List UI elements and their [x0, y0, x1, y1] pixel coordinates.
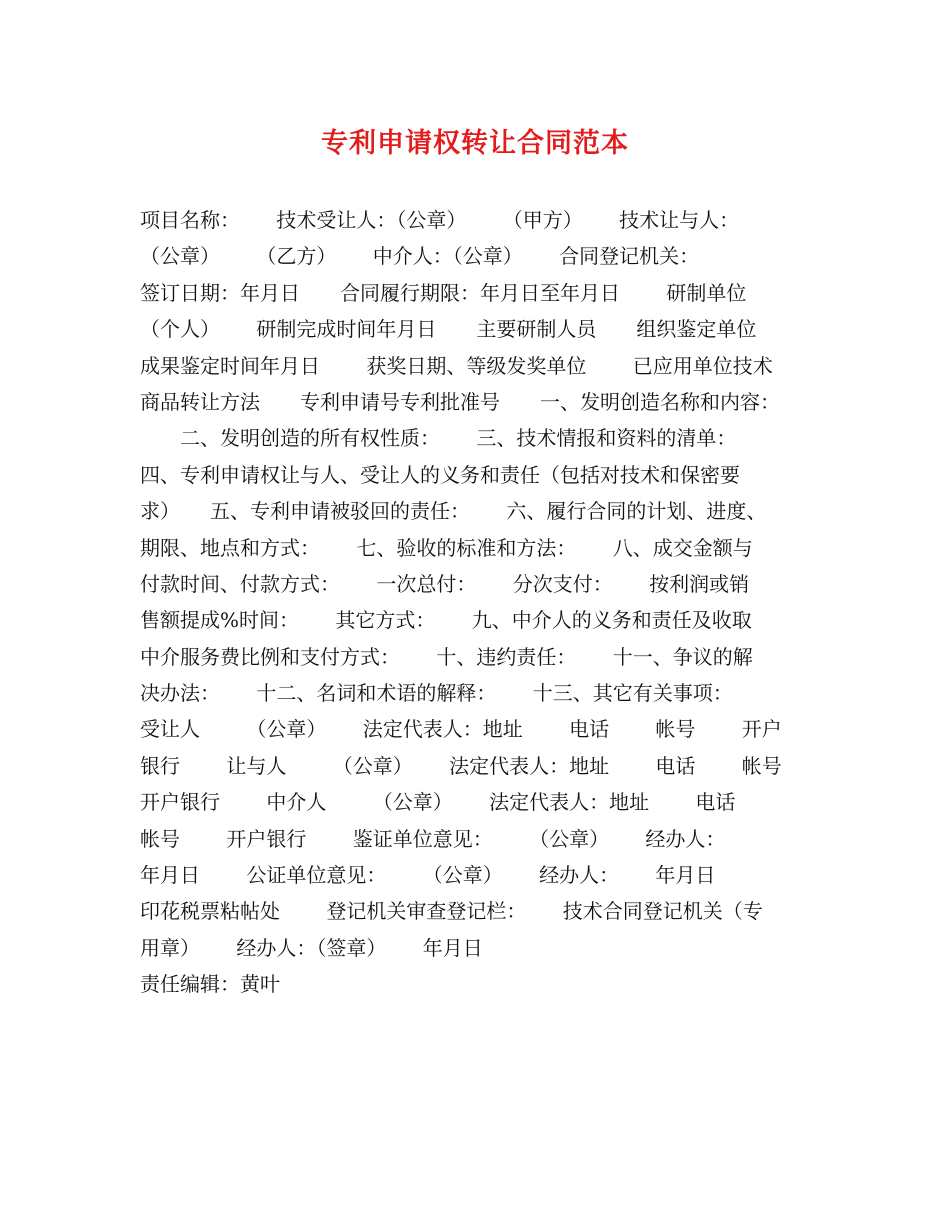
- body-line-13: 中介服务费比例和支付方式： 十、违约责任： 十一、争议的解: [140, 644, 753, 669]
- body-line-3: 签订日期：年月日 合同履行期限：年月日至年月日 研制单位: [140, 280, 747, 305]
- body-line-5: 成果鉴定时间年月日 获奖日期、等级发奖单位 已应用单位技术: [140, 353, 773, 378]
- body-line-21: 用章） 经办人：（签章） 年月日: [140, 935, 483, 960]
- responsible-editor-line: 责任编辑：黄叶: [140, 972, 280, 997]
- body-line-10: 期限、地点和方式： 七、验收的标准和方法： 八、成交金额与: [140, 535, 753, 560]
- body-line-4: （个人） 研制完成时间年月日 主要研制人员 组织鉴定单位: [140, 317, 757, 342]
- body-line-15: 受让人 （公章） 法定代表人：地址 电话 帐号 开户: [140, 717, 782, 742]
- body-line-19: 年月日 公证单位意见： （公章） 经办人： 年月日: [140, 863, 716, 888]
- body-line-12: 售额提成%时间： 其它方式： 九、中介人的义务和责任及收取: [140, 608, 752, 633]
- body-line-20: 印花税票粘帖处 登记机关审查登记栏： 技术合同登记机关（专: [140, 899, 763, 924]
- body-line-8: 四、专利申请权让与人、受让人的义务和责任（包括对技术和保密要: [140, 462, 740, 487]
- body-line-11: 付款时间、付款方式： 一次总付： 分次支付： 按利润或销: [140, 571, 750, 596]
- contract-body: [140, 202, 820, 1003]
- body-line-16: 银行 让与人 （公章） 法定代表人：地址 电话 帐号: [140, 753, 782, 778]
- body-line-18: 帐号 开户银行 鉴证单位意见： （公章） 经办人：: [140, 826, 726, 851]
- body-line-7: 二、发明创造的所有权性质： 三、技术情报和资料的清单：: [140, 426, 737, 451]
- document-title: 专利申请权转让合同范本: [321, 128, 629, 159]
- body-line-17: 开户银行 中介人 （公章） 法定代表人：地址 电话: [140, 790, 736, 815]
- body-line-6: 商品转让方法 专利申请号专利批准号 一、发明创造名称和内容：: [140, 389, 780, 414]
- body-line-14: 决办法： 十二、名词和术语的解释： 十三、其它有关事项：: [140, 681, 733, 706]
- body-line-9: 求） 五、专利申请被驳回的责任： 六、履行合同的计划、进度、: [140, 499, 767, 524]
- body-line-2: （公章） （乙方） 中介人：（公章） 合同登记机关：: [140, 244, 700, 269]
- body-line-1: 项目名称： 技术受让人：（公章） （甲方） 技术让与人：: [140, 208, 740, 232]
